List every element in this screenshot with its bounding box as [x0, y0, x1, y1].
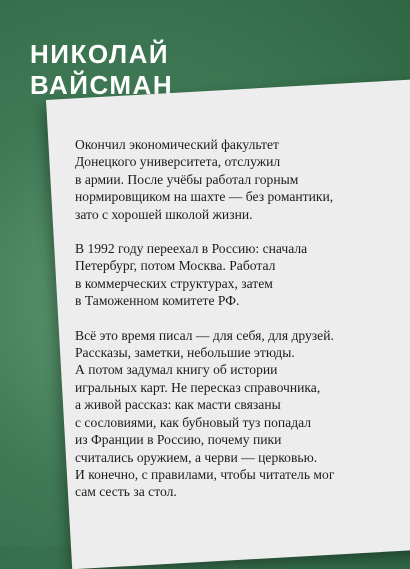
- author-name: [30, 39, 173, 101]
- author-last-name: ВАЙСМАН: [30, 70, 174, 100]
- bio-paragraph-education: Окончил экономический факультет Донецкого университета, отслужил в армии. После учёбы работал горным нормировщиком на шахте — без романтики, зато с хорошей школой жизни.: [75, 137, 334, 222]
- author-first-name: НИКОЛАЙ: [30, 39, 170, 69]
- biography-text: [75, 136, 395, 518]
- bio-paragraph-writing: Всё это время писал — для себя, для друзей. Рассказы, заметки, небольшие этюды. А потом задумал книгу об истории игральных карт. Не пересказ справочника, а живой рассказ: как масти связаны с сословиями, как бубновый туз попадал из Франции в Россию, почему пики считались оружием, а черви — церковью. И конечно, с правилами, чтобы читатель мог сам сесть за стол.: [75, 327, 335, 500]
- bio-paragraph-relocation: В 1992 году переехал в Россию: сначала Петербург, потом Москва. Работал в коммерческих структурах, затем в Таможенном комитете РФ.: [75, 241, 308, 309]
